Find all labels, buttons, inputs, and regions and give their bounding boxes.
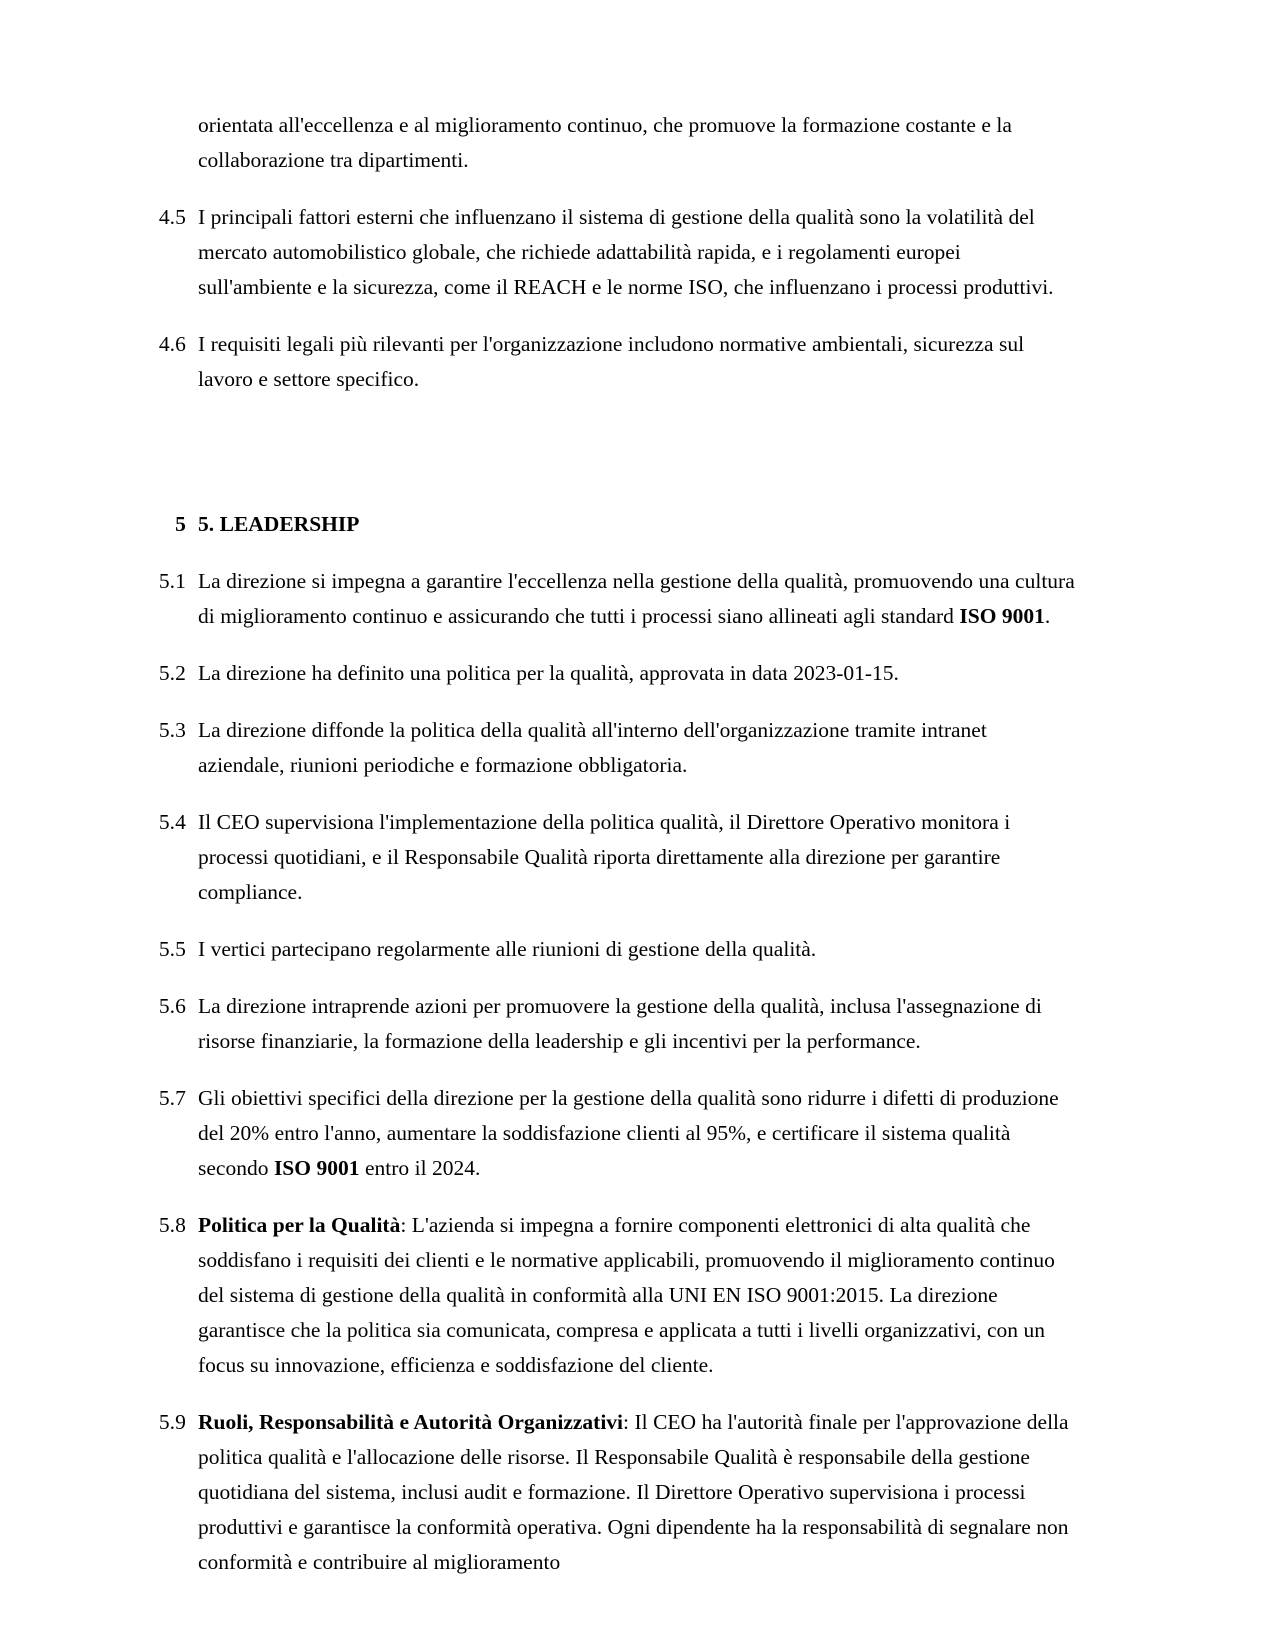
clause-number: 4.6 — [158, 332, 186, 356]
section-heading-5 — [140, 507, 1077, 542]
clause-text — [198, 932, 1077, 967]
clause-text-part-1: : L'azienda si impegna a fornire componenti elettronici di alta qualità che soddisfano i requisiti dei clienti e le normative applicabili, promuovendo il miglioramento continuo del sistema di gestione della qualità in conformità alla UNI EN ISO 9001:2015. La direzione garantisce che la politica sia comunicata, compresa e applicata a tutti i livelli organizzativi, con un focus su innovazione, efficienza e soddisfazione del cliente. — [198, 1213, 1055, 1377]
clause-inline-bold: ISO 9001 — [273, 1156, 360, 1180]
clause-text-part-1: Gli obiettivi specifici della direzione per la gestione della qualità sono ridurre i difetti di produzione del 20% entro l'anno, aumentare la soddisfazione clienti al 95%, e certificare il sistema qualità secondo — [198, 1086, 1059, 1180]
clause-number: 5.4 — [158, 810, 186, 834]
clause-5-6 — [140, 989, 1077, 1059]
clause-text — [198, 656, 1077, 691]
clause-text-part-1: La direzione intraprende azioni per promuovere la gestione della qualità, inclusa l'assegnazione di risorse finanziarie, la formazione della leadership e gli incentivi per la performance. — [198, 994, 1042, 1053]
document-body — [140, 108, 1077, 1580]
clause-5-3 — [140, 713, 1077, 783]
clause-number: 5.3 — [158, 718, 186, 742]
clause-4-6 — [140, 327, 1077, 397]
clause-text: I principali fattori esterni che influenzano il sistema di gestione della qualità sono la volatilità del mercato automobilistico globale, che richiede adattabilità rapida, e i regolamenti europei sull'ambiente e la sicurezza, come il REACH e le norme ISO, che influenzano i processi produttivi. — [198, 205, 1054, 299]
clause-text — [198, 1208, 1077, 1383]
clause-text — [198, 713, 1077, 783]
clause-5-4 — [140, 805, 1077, 910]
clause-text-part-1: La direzione diffonde la politica della qualità all'interno dell'organizzazione tramite intranet aziendale, riunioni periodiche e formazione obbligatoria. — [198, 718, 987, 777]
clause-text — [198, 1405, 1077, 1580]
clause-text: orientata all'eccellenza e al miglioramento continuo, che promuove la formazione costante e la collaborazione tra dipartimenti. — [198, 113, 1012, 172]
clause-text — [198, 805, 1077, 910]
clause-number: 5.5 — [158, 937, 186, 961]
clause-number: 5.9 — [158, 1410, 186, 1434]
clause-text-part-1: I vertici partecipano regolarmente alle riunioni di gestione della qualità. — [198, 937, 817, 961]
section-spacer — [140, 419, 1077, 507]
clause-5-2 — [140, 656, 1077, 691]
clause-5-9 — [140, 1405, 1077, 1580]
clause-5-7 — [140, 1081, 1077, 1186]
section-number: 5 — [175, 512, 186, 536]
clause-text-part-1: : Il CEO ha l'autorità finale per l'approvazione della politica qualità e l'allocazione delle risorse. Il Responsabile Qualità è responsabile della gestione quotidiana del sistema, inclusi audit e formazione. Il Direttore Operativo supervisiona i processi produttivi e garantisce la conformità operativa. Ogni dipendente ha la responsabilità di segnalare non conformità e contribuire al miglioramento — [198, 1410, 1069, 1574]
clause-text — [198, 989, 1077, 1059]
clause-text-part-1: La direzione si impegna a garantire l'eccellenza nella gestione della qualità, promuovendo una cultura di miglioramento continuo e assicurando che tutti i processi siano allineati agli standard — [198, 569, 1075, 628]
clause-5-1 — [140, 564, 1077, 634]
clause-number: 5.8 — [158, 1213, 186, 1237]
clause-5-5 — [140, 932, 1077, 967]
clause-lead-bold: Politica per la Qualità — [198, 1213, 401, 1237]
clause-text — [198, 564, 1077, 634]
clause-text-part-2: . — [1044, 604, 1051, 628]
clause-number: 5.1 — [158, 569, 186, 593]
clause-4-5 — [140, 200, 1077, 305]
clause-5-8 — [140, 1208, 1077, 1383]
clause-text-part-1: La direzione ha definito una politica per la qualità, approvata in data 2023-01-15. — [198, 661, 899, 685]
clause-inline-bold: ISO 9001 — [959, 604, 1045, 628]
clause-text — [198, 1081, 1077, 1186]
clause-number: 5.7 — [158, 1086, 186, 1110]
clause-text: I requisiti legali più rilevanti per l'organizzazione includono normative ambientali, sicurezza sul lavoro e settore specifico. — [198, 332, 1025, 391]
clause-text-part-2: entro il 2024. — [359, 1156, 481, 1180]
clause-lead-bold: Ruoli, Responsabilità e Autorità Organizzativi — [198, 1410, 624, 1434]
paragraph-continuation — [140, 108, 1077, 178]
clause-text-part-1: Il CEO supervisiona l'implementazione della politica qualità, il Direttore Operativo monitora i processi quotidiani, e il Responsabile Qualità riporta direttamente alla direzione per garantire compliance. — [198, 810, 1011, 904]
clause-number: 5.6 — [158, 994, 186, 1018]
section-title: 5. LEADERSHIP — [198, 512, 360, 536]
clause-number: 5.2 — [158, 661, 186, 685]
clause-number: 4.5 — [158, 205, 186, 229]
